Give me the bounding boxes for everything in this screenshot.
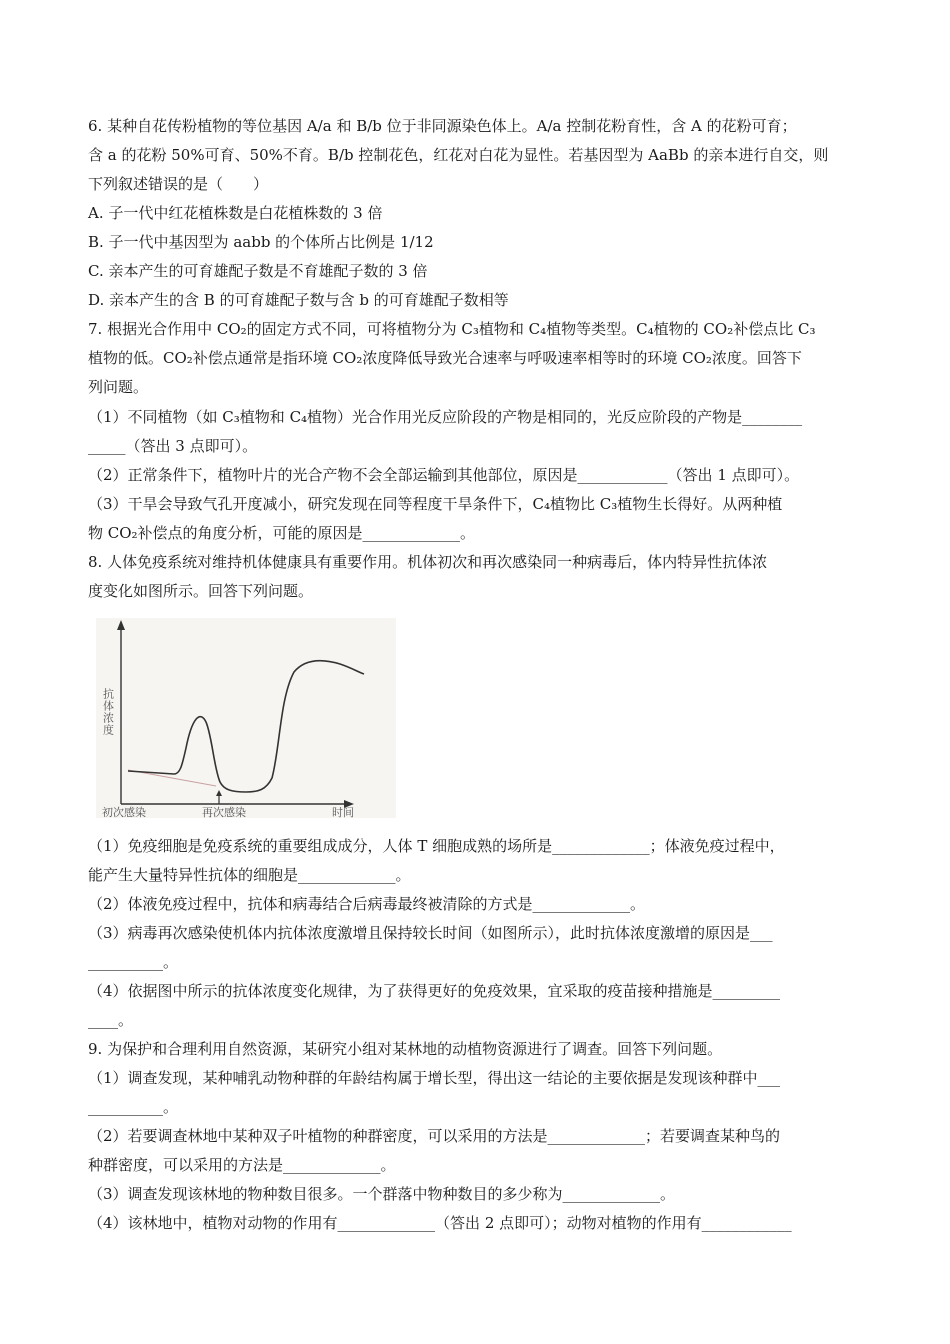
- q9-part-2-line-2: 种群密度，可以采用的方法是_____________。: [88, 1156, 396, 1174]
- q8-part-3-line-1: （3）病毒再次感染使机体内抗体浓度激增且保持较长时间（如图所示），此时抗体浓度激增的原因是___: [88, 924, 773, 942]
- q7-part-1-line-2: _____（答出 3 点即可）。: [88, 437, 258, 455]
- q6-option-c: C. 亲本产生的可育雄配子数是不育雄配子数的 3 倍: [88, 262, 428, 280]
- q8-part-4-line-1: （4）依据图中所示的抗体浓度变化规律，为了获得更好的免疫效果，宜采取的疫苗接种措施是_________: [88, 982, 781, 1000]
- q6-stem-line-1: 6. 某种自花传粉植物的等位基因 A/a 和 B/b 位于非同源染色体上。A/a 控制花粉育性，含 A 的花粉可育；: [88, 117, 797, 135]
- antibody-concentration-figure: [96, 618, 396, 818]
- q7-part-2: （2）正常条件下，植物叶片的光合产物不会全部运输到其他部位，原因是____________（答出 1 点即可）。: [88, 466, 800, 484]
- q8-stem-line-1: 8. 人体免疫系统对维持机体健康具有重要作用。机体初次和再次感染同一种病毒后，体内特异性抗体浓: [88, 553, 768, 571]
- q8-part-2: （2）体液免疫过程中，抗体和病毒结合后病毒最终被清除的方式是_____________。: [88, 895, 646, 913]
- q9-stem: 9. 为保护和合理利用自然资源，某研究小组对某林地的动植物资源进行了调查。回答下列问题。: [88, 1040, 723, 1058]
- q8-part-4-line-2: ____。: [88, 1011, 134, 1029]
- q7-part-3-line-2: 物 CO₂补偿点的角度分析，可能的原因是_____________。: [88, 524, 476, 542]
- q6-option-a: A. 子一代中红花植株数是白花植株数的 3 倍: [88, 204, 383, 222]
- q7-stem-line-3: 列问题。: [88, 378, 149, 396]
- q9-part-3: （3）调查发现该林地的物种数目很多。一个群落中物种数目的多少称为_____________。: [88, 1185, 676, 1203]
- x-axis-label: 时间: [332, 806, 354, 818]
- q7-stem-line-1: 7. 根据光合作用中 CO₂的固定方式不同，可将植物分为 C₃植物和 C₄植物等类型。C₄植物的 CO₂补偿点比 C₃: [88, 320, 816, 338]
- q9-part-2-line-1: （2）若要调查林地中某种双子叶植物的种群密度，可以采用的方法是_____________；若要调查某种鸟的: [88, 1127, 781, 1145]
- q7-part-1-line-1: （1）不同植物（如 C₃植物和 C₄植物）光合作用光反应阶段的产物是相同的，光反应阶段的产物是________: [88, 408, 803, 426]
- q7-stem-line-2: 植物的低。CO₂补偿点通常是指环境 CO₂浓度降低导致光合速率与呼吸速率相等时的环境 CO₂浓度。回答下: [88, 349, 802, 367]
- q7-part-3-line-1: （3）干旱会导致气孔开度减小，研究发现在同等程度干旱条件下，C₄植物比 C₃植物生长得好。从两种植: [88, 495, 783, 513]
- second-infection-label: 再次感染: [202, 806, 246, 818]
- q9-part-1-line-1: （1）调查发现，某种哺乳动物种群的年龄结构属于增长型，得出这一结论的主要依据是发现该种群中___: [88, 1069, 781, 1087]
- q6-stem-line-2: 含 a 的花粉 50%可育、50%不育。B/b 控制花色，红花对白花为显性。若基因型为 AaBb 的亲本进行自交，则: [88, 146, 829, 164]
- q6-stem-line-3: 下列叙述错误的是（ ）: [88, 175, 269, 193]
- q6-option-b: B. 子一代中基因型为 aabb 的个体所占比例是 1/12: [88, 233, 434, 251]
- q8-part-1-line-1: （1）免疫细胞是免疫系统的重要组成成分，人体 T 细胞成熟的场所是_____________；体液免疫过程中，: [88, 837, 785, 855]
- q9-part-4: （4）该林地中，植物对动物的作用有_____________（答出 2 点即可）；动物对植物的作用有____________: [88, 1214, 792, 1232]
- q6-option-d: D. 亲本产生的含 B 的可育雄配子数与含 b 的可育雄配子数相等: [88, 291, 509, 309]
- y-axis-label: 抗体浓度: [101, 688, 115, 736]
- q8-stem-line-2: 度变化如图所示。回答下列问题。: [88, 582, 314, 600]
- q9-part-1-line-2: __________。: [88, 1098, 179, 1116]
- q8-part-3-line-2: __________。: [88, 953, 179, 971]
- first-infection-label: 初次感染: [102, 806, 146, 818]
- figure-background: [96, 618, 396, 818]
- q8-part-1-line-2: 能产生大量特异性抗体的细胞是_____________。: [88, 866, 411, 884]
- antibody-curve-chart: [96, 618, 396, 818]
